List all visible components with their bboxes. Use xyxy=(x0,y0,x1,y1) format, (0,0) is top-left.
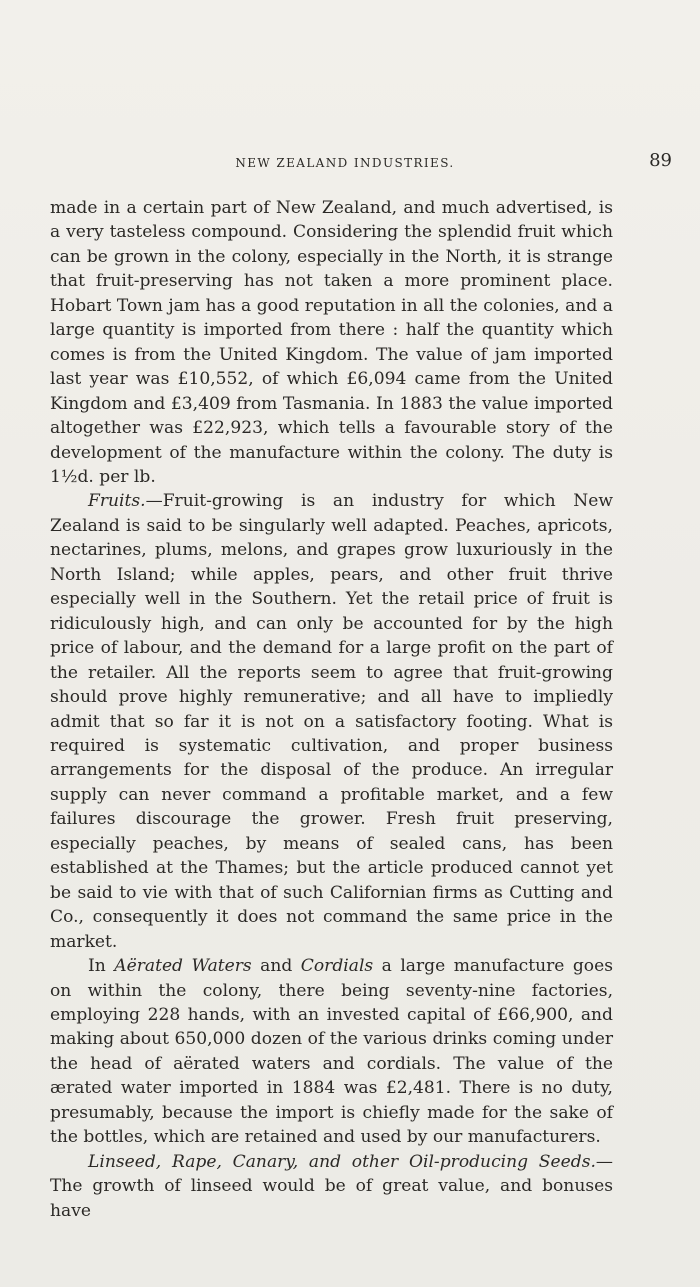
running-title: NEW ZEALAND INDUSTRIES. xyxy=(235,156,455,170)
section-heading-aerated-waters: Aërated Waters xyxy=(114,956,252,977)
paragraph-fruits-text: —Fruit-growing is an industry for which New Zealand is said to be singularly well adapted. Peaches, apricots, nectarines, plums, melons, and grapes grow luxuriously in the North Island; while apples, pears, and other fruit thrive especially well in the Southern. Yet the retail price of fruit is ridiculously high, and can only be accounted for by the high price of labour, and the demand for a large profit on the part of the retailer. All the reports seem to agree that fruit-growing should prove highly remunerative; and all have to impliedly admit that so far it is not on a satisfactory footing. What is required is systematic cultivation, and proper business arrangements for the disposal of the produce. An irregular supply can never command a profitable market, and a few failures discourage the grower. Fresh fruit preserving, especially peaches, by means of sealed cans, has been established at the Thames; but the article produced cannot yet be said to vie with that of such Californian firms as Cutting and Co., consequently it does not command the same price in the market. xyxy=(50,491,613,952)
body-text xyxy=(50,196,613,1223)
page-number: 89 xyxy=(649,150,672,171)
running-head xyxy=(50,150,672,174)
paragraph-aerated-text: a large manufacture goes on within the colony, there being seventy-nine factories, employing 228 hands, with an invested capital of £66,900, and making about 650,000 dozen of the various drinks coming under the head of aërated waters and cordials. The value of the ærated water imported in 1884 was £2,481. There is no duty, presumably, because the import is chiefly made for the sake of the bottles, which are retained and used by our manufacturers. xyxy=(50,956,613,1148)
paragraph-aerated-waters xyxy=(50,954,613,1150)
section-heading-seeds: Linseed, Rape, Canary, and other Oil-producing Seeds. xyxy=(88,1151,596,1172)
paragraph-fruits xyxy=(50,489,613,954)
paragraph-aerated-and: and xyxy=(251,956,301,977)
paragraph-seeds xyxy=(50,1150,613,1223)
section-heading-fruits: Fruits. xyxy=(88,491,146,512)
paragraph-jam: made in a certain part of New Zealand, and much advertised, is a very tasteless compound. Considering the splendid fruit which can be grown in the colony, especially in the North, it is strange that fruit-preserving has not taken a more prominent place. Hobart Town jam has a good reputation in all the colonies, and a large quantity is imported from there : half the quantity which comes is from the United Kingdom. The value of jam imported last year was £10,552, of which £6,094 came from the United Kingdom and £3,409 from Tasmania. In 1883 the value imported altogether was £22,923, which tells a favourable story of the development of the manufacture within the colony. The duty is 1½d. per lb. xyxy=(50,198,613,487)
paragraph-aerated-lead: In xyxy=(88,956,115,977)
section-heading-cordials: Cordials xyxy=(300,956,374,977)
paragraph-seeds-text: —The growth of linseed would be of great value, and bonuses have xyxy=(50,1151,613,1221)
